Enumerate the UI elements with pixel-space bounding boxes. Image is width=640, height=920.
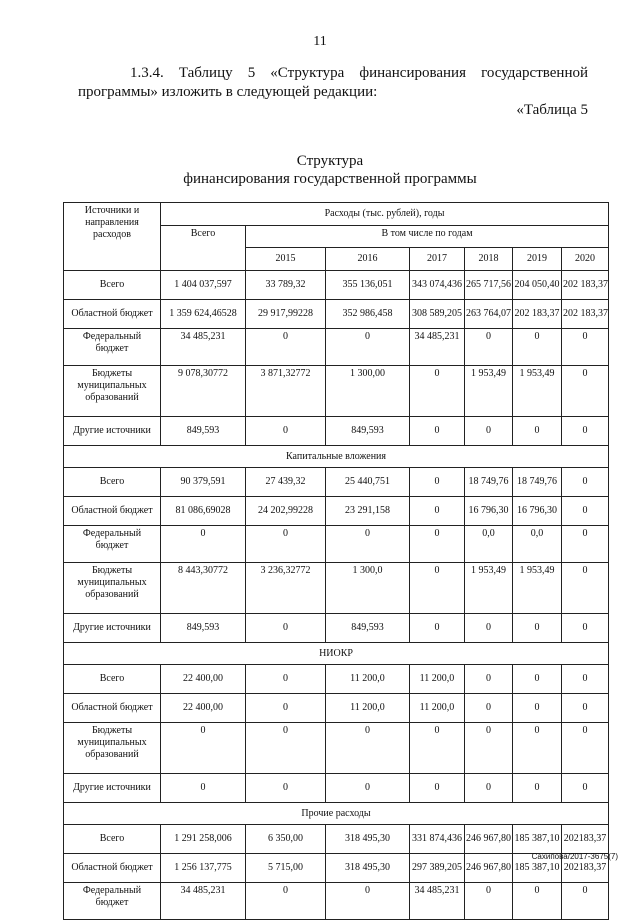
value-cell: 3 871,32772	[246, 366, 326, 417]
table-row	[64, 526, 609, 563]
row-label: Областной бюджет	[64, 854, 161, 883]
table-title-line-1: Структура	[296, 153, 364, 169]
document-footer: Сахипова/2017-3675(7)	[531, 852, 618, 861]
value-cell: 0	[562, 563, 609, 614]
financing-table	[63, 202, 609, 920]
section-title: НИОКР	[64, 643, 609, 665]
value-cell: 265 717,56	[465, 271, 513, 300]
value-cell: 318 495,30	[326, 854, 410, 883]
value-cell: 0	[410, 366, 465, 417]
value-cell: 1 291 258,006	[161, 825, 246, 854]
value-cell: 0	[562, 694, 609, 723]
value-cell: 1 256 137,775	[161, 854, 246, 883]
value-cell: 0	[246, 526, 326, 563]
row-label: Федеральный бюджет	[64, 883, 161, 920]
header-year: 2015	[246, 248, 326, 271]
header-including: В том числе по годам	[246, 226, 609, 248]
value-cell: 23 291,158	[326, 497, 410, 526]
value-cell: 18 749,76	[513, 468, 562, 497]
header-expenses: Расходы (тыс. рублей), годы	[161, 203, 609, 226]
row-label: Всего	[64, 271, 161, 300]
value-cell: 0	[326, 883, 410, 920]
value-cell: 0	[562, 883, 609, 920]
value-cell: 90 379,591	[161, 468, 246, 497]
value-cell: 0	[465, 774, 513, 803]
value-cell: 849,593	[326, 417, 410, 446]
intro-line-1: 1.3.4. Таблицу 5 «Структура финансирования государственной	[130, 65, 588, 81]
value-cell: 0	[465, 665, 513, 694]
value-cell: 0	[562, 723, 609, 774]
table-row	[64, 417, 609, 446]
value-cell: 0	[326, 774, 410, 803]
value-cell: 0	[562, 468, 609, 497]
table-row	[64, 694, 609, 723]
table-row	[64, 723, 609, 774]
page-number: 11	[313, 34, 327, 49]
value-cell: 0,0	[513, 526, 562, 563]
row-label: Областной бюджет	[64, 497, 161, 526]
value-cell: 0	[513, 694, 562, 723]
header-year: 2016	[326, 248, 410, 271]
value-cell: 0	[246, 694, 326, 723]
value-cell: 0	[326, 329, 410, 366]
value-cell: 0	[562, 366, 609, 417]
value-cell: 202 183,37	[562, 300, 609, 329]
value-cell: 16 796,30	[465, 497, 513, 526]
value-cell: 0	[326, 526, 410, 563]
value-cell: 0	[562, 497, 609, 526]
value-cell: 849,593	[326, 614, 410, 643]
value-cell: 331 874,436	[410, 825, 465, 854]
table-row	[64, 366, 609, 417]
value-cell: 29 917,99228	[246, 300, 326, 329]
value-cell: 204 050,40	[513, 271, 562, 300]
value-cell: 0	[562, 329, 609, 366]
value-cell: 0	[513, 883, 562, 920]
value-cell: 11 200,0	[326, 694, 410, 723]
value-cell: 185 387,10	[513, 854, 562, 883]
value-cell: 246 967,80	[465, 825, 513, 854]
value-cell: 0	[562, 774, 609, 803]
value-cell: 24 202,99228	[246, 497, 326, 526]
value-cell: 11 200,0	[410, 665, 465, 694]
value-cell: 27 439,32	[246, 468, 326, 497]
value-cell: 0	[562, 614, 609, 643]
value-cell: 849,593	[161, 614, 246, 643]
value-cell: 0	[562, 417, 609, 446]
value-cell: 0	[410, 417, 465, 446]
table-row	[64, 825, 609, 854]
section-header-row	[64, 446, 609, 468]
value-cell: 0	[513, 614, 562, 643]
value-cell: 202183,37	[562, 854, 609, 883]
value-cell: 0	[246, 883, 326, 920]
table-reference: «Таблица 5	[516, 102, 588, 118]
value-cell: 22 400,00	[161, 694, 246, 723]
row-label: Областной бюджет	[64, 694, 161, 723]
row-label: Бюджеты муниципальных образований	[64, 563, 161, 614]
section-header-row	[64, 803, 609, 825]
value-cell: 3 236,32772	[246, 563, 326, 614]
value-cell: 0	[465, 694, 513, 723]
value-cell: 1 953,49	[465, 563, 513, 614]
value-cell: 81 086,69028	[161, 497, 246, 526]
section-header-row	[64, 643, 609, 665]
row-label: Другие источники	[64, 417, 161, 446]
value-cell: 263 764,07	[465, 300, 513, 329]
value-cell: 0	[246, 614, 326, 643]
section-title: Прочие расходы	[64, 803, 609, 825]
value-cell: 352 986,458	[326, 300, 410, 329]
value-cell: 0	[246, 774, 326, 803]
value-cell: 0	[410, 563, 465, 614]
value-cell: 0	[161, 526, 246, 563]
section-title: Капитальные вложения	[64, 446, 609, 468]
value-cell: 1 953,49	[513, 563, 562, 614]
value-cell: 8 443,30772	[161, 563, 246, 614]
value-cell: 1 953,49	[465, 366, 513, 417]
value-cell: 0	[161, 774, 246, 803]
value-cell: 246 967,80	[465, 854, 513, 883]
value-cell: 0	[410, 774, 465, 803]
value-cell: 0	[513, 329, 562, 366]
value-cell: 318 495,30	[326, 825, 410, 854]
table-row	[64, 774, 609, 803]
table-row	[64, 614, 609, 643]
value-cell: 0	[246, 665, 326, 694]
header-total: Всего	[161, 226, 246, 271]
value-cell: 1 404 037,597	[161, 271, 246, 300]
value-cell: 0	[465, 614, 513, 643]
value-cell: 22 400,00	[161, 665, 246, 694]
table-row	[64, 883, 609, 920]
row-label: Областной бюджет	[64, 300, 161, 329]
row-label: Федеральный бюджет	[64, 329, 161, 366]
value-cell: 16 796,30	[513, 497, 562, 526]
value-cell: 25 440,751	[326, 468, 410, 497]
value-cell: 34 485,231	[161, 329, 246, 366]
table-row	[64, 563, 609, 614]
value-cell: 33 789,32	[246, 271, 326, 300]
value-cell: 202183,37	[562, 825, 609, 854]
value-cell: 0	[513, 665, 562, 694]
header-sources: Источники и направления расходов	[64, 203, 161, 271]
header-year: 2017	[410, 248, 465, 271]
row-label: Всего	[64, 825, 161, 854]
value-cell: 355 136,051	[326, 271, 410, 300]
value-cell: 1 359 624,46528	[161, 300, 246, 329]
table-title	[0, 152, 640, 188]
value-cell: 34 485,231	[161, 883, 246, 920]
value-cell: 11 200,0	[410, 694, 465, 723]
row-label: Федеральный бюджет	[64, 526, 161, 563]
row-label: Бюджеты муниципальных образований	[64, 723, 161, 774]
value-cell: 18 749,76	[465, 468, 513, 497]
value-cell: 1 300,0	[326, 563, 410, 614]
row-label: Всего	[64, 468, 161, 497]
value-cell: 202 183,37	[513, 300, 562, 329]
value-cell: 9 078,30772	[161, 366, 246, 417]
value-cell: 5 715,00	[246, 854, 326, 883]
value-cell: 0,0	[465, 526, 513, 563]
value-cell: 202 183,37	[562, 271, 609, 300]
row-label: Другие источники	[64, 614, 161, 643]
value-cell: 0	[410, 497, 465, 526]
header-year: 2018	[465, 248, 513, 271]
value-cell: 0	[410, 468, 465, 497]
table-row	[64, 854, 609, 883]
value-cell: 0	[326, 723, 410, 774]
intro-paragraph	[78, 64, 588, 102]
row-label: Другие источники	[64, 774, 161, 803]
header-year: 2020	[562, 248, 609, 271]
value-cell: 0	[410, 723, 465, 774]
intro-line-2: программы» изложить в следующей редакции:	[78, 84, 378, 100]
value-cell: 0	[513, 723, 562, 774]
value-cell: 0	[246, 417, 326, 446]
table-row	[64, 497, 609, 526]
value-cell: 1 953,49	[513, 366, 562, 417]
value-cell: 0	[410, 614, 465, 643]
value-cell: 0	[465, 723, 513, 774]
table-row	[64, 271, 609, 300]
value-cell: 849,593	[161, 417, 246, 446]
value-cell: 0	[410, 526, 465, 563]
value-cell: 11 200,0	[326, 665, 410, 694]
value-cell: 185 387,10	[513, 825, 562, 854]
value-cell: 308 589,205	[410, 300, 465, 329]
value-cell: 0	[161, 723, 246, 774]
table-row	[64, 665, 609, 694]
value-cell: 0	[465, 329, 513, 366]
value-cell: 0	[246, 329, 326, 366]
value-cell: 0	[465, 883, 513, 920]
table-title-line-2: финансирования государственной программы	[183, 171, 477, 187]
row-label: Всего	[64, 665, 161, 694]
value-cell: 0	[513, 417, 562, 446]
value-cell: 1 300,00	[326, 366, 410, 417]
value-cell: 34 485,231	[410, 883, 465, 920]
value-cell: 0	[513, 774, 562, 803]
header-year: 2019	[513, 248, 562, 271]
value-cell: 343 074,436	[410, 271, 465, 300]
table-row	[64, 300, 609, 329]
value-cell: 0	[562, 665, 609, 694]
table-row	[64, 468, 609, 497]
value-cell: 34 485,231	[410, 329, 465, 366]
table-row	[64, 329, 609, 366]
value-cell: 6 350,00	[246, 825, 326, 854]
value-cell: 0	[246, 723, 326, 774]
value-cell: 0	[562, 526, 609, 563]
row-label: Бюджеты муниципальных образований	[64, 366, 161, 417]
value-cell: 297 389,205	[410, 854, 465, 883]
value-cell: 0	[465, 417, 513, 446]
